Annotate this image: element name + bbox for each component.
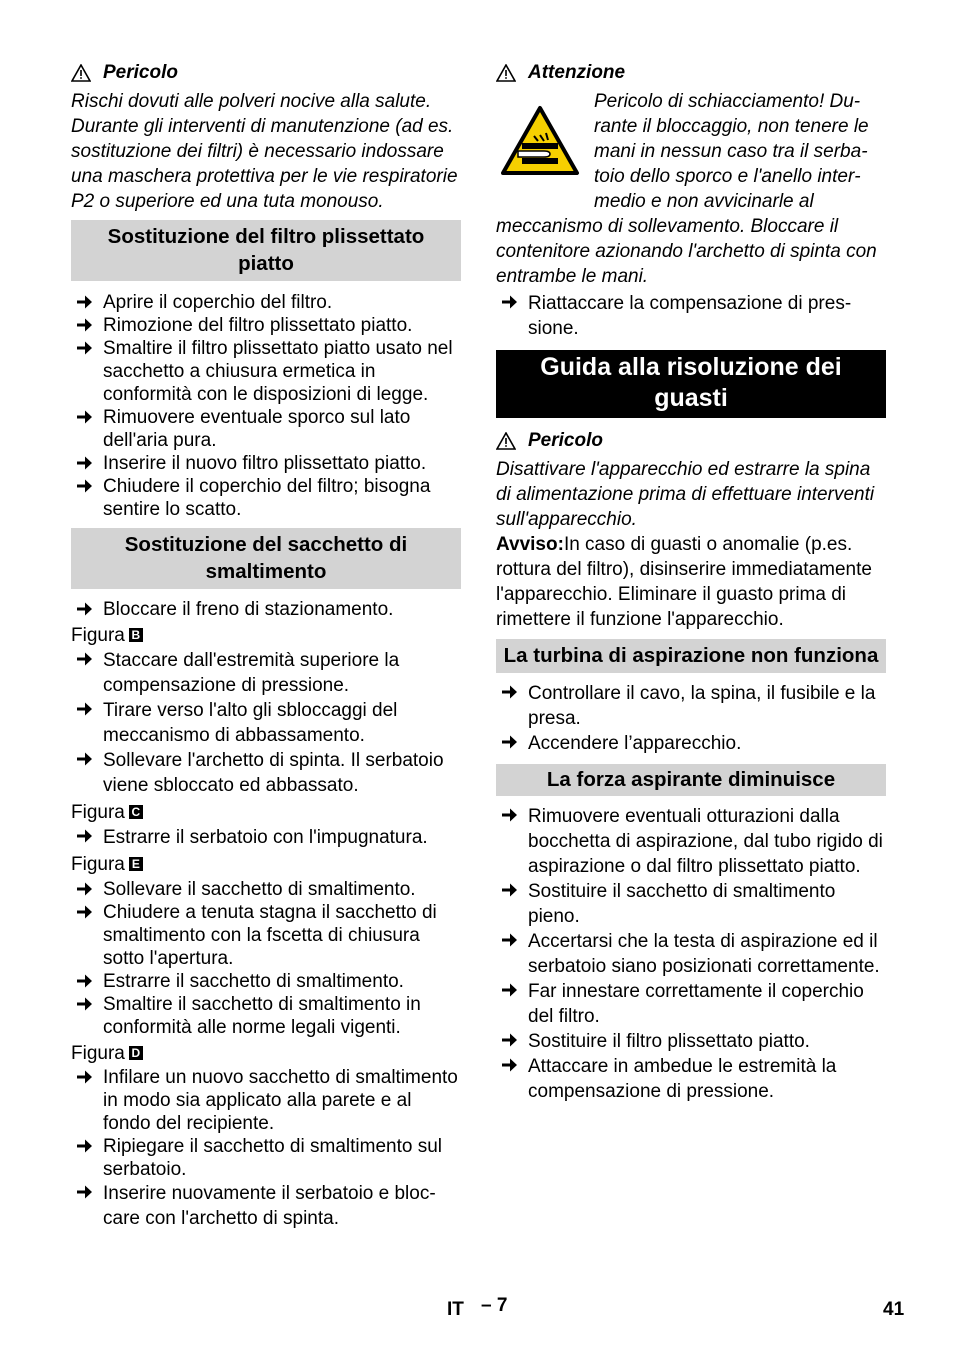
list-item: Rimozione del filtro plissettato piatto. — [71, 314, 461, 337]
hand-crush-warning-icon — [500, 105, 580, 177]
arrow-right-icon — [75, 315, 93, 335]
bag-steps-e — [71, 878, 461, 1039]
figure-letter: D — [129, 1046, 143, 1060]
footer-page-number: 41 — [883, 1299, 905, 1320]
arrow-right-icon — [75, 1067, 93, 1087]
list-item: Chiudere il coperchio del filtro; bisogna sentire lo scatto. — [71, 475, 461, 521]
section-title-bag: Sostituzione del sacchetto di smaltimento — [71, 528, 461, 589]
list-item: Sollevare il sacchetto di smaltimento. — [71, 878, 461, 901]
section-title-turbine: La turbina di aspirazione non funziona — [496, 639, 886, 673]
list-item: Riattaccare la compensazione di pressione. — [496, 291, 886, 341]
crush-warning-pictogram — [496, 89, 588, 199]
arrow-right-icon — [75, 599, 93, 619]
list-item: Bloccare il freno di stazionamento. — [71, 598, 461, 621]
arrow-right-icon — [75, 338, 93, 358]
list-item: Estrarre il sacchetto di smaltimento. — [71, 970, 461, 993]
bag-steps-b — [71, 648, 461, 798]
list-item: Far innestare correttamente il coperchio del filtro. — [496, 979, 886, 1029]
list-item: Infilare un nuovo sacchetto di smaltimento in modo sia applicato alla parete e al fondo del recipiente. — [71, 1066, 461, 1135]
caution-steps — [496, 291, 886, 341]
list-item: Smaltire il sacchetto di smaltimento in conformità alle norme legali vigenti. — [71, 993, 461, 1039]
figure-letter: C — [129, 805, 143, 819]
list-item: Attaccare in ambedue le estremità la compensazione di pressione. — [496, 1054, 886, 1104]
left-column — [71, 58, 461, 1231]
arrow-right-icon — [75, 1182, 93, 1202]
main-section-title: Guida alla risoluzione dei guasti — [496, 350, 886, 418]
warning-text: Rischi dovuti alle polveri nocive alla salute. Durante gli interventi di manutenzione (ad es. sostituzione dei filtri) è necessario indossare una maschera protettiva per le vie respiratorie P2 o superiore ed una tuta monouso. — [71, 91, 458, 212]
arrow-right-icon — [75, 453, 93, 473]
arrow-right-icon — [75, 971, 93, 991]
arrow-right-icon — [75, 1136, 93, 1156]
arrow-right-icon — [75, 649, 93, 669]
list-item: Staccare dall'estremità superiore la compensazione di pressione. — [71, 648, 461, 698]
list-item: Aprire il coperchio del filtro. — [71, 291, 461, 314]
notice-label: Avviso: — [496, 534, 564, 555]
notice-paragraph — [496, 532, 886, 632]
section-title-suction: La forza aspirante diminuisce — [496, 764, 886, 796]
danger-heading — [496, 428, 886, 454]
arrow-right-icon — [500, 732, 518, 752]
list-item: Estrarre il serbatoio con l'impugnatura. — [71, 825, 461, 850]
figure-ref-b: Figura B — [71, 623, 461, 648]
arrow-right-icon — [500, 1030, 518, 1050]
list-item: Accendere l’apparecchio. — [496, 731, 886, 756]
list-item: Sollevare l'archetto di spinta. Il serbatoio viene sbloccato ed abbassato. — [71, 748, 461, 798]
footer-language: IT — [447, 1299, 464, 1320]
warning-triangle-icon — [496, 432, 516, 450]
arrow-right-icon — [75, 292, 93, 312]
arrow-right-icon — [500, 980, 518, 1000]
arrow-right-icon — [500, 292, 518, 312]
bag-step-brake — [71, 598, 461, 621]
arrow-right-icon — [75, 902, 93, 922]
arrow-right-icon — [500, 682, 518, 702]
turbine-steps — [496, 681, 886, 756]
arrow-right-icon — [75, 879, 93, 899]
figure-letter: E — [129, 857, 143, 871]
bag-steps-d1 — [71, 1066, 461, 1181]
list-item: Sostituire il sacchetto di smaltimento pieno. — [496, 879, 886, 929]
list-item: Tirare verso l'alto gli sbloccaggi del meccanismo di abbassamento. — [71, 698, 461, 748]
list-item: Sostituire il filtro plissettato piatto. — [496, 1029, 886, 1054]
list-item: Smaltire il filtro plissettato piatto usato nel sacchetto a chiusura ermetica in conformità con le disposizioni di legge. — [71, 337, 461, 406]
arrow-right-icon — [75, 476, 93, 496]
warning-heading — [71, 60, 461, 86]
caution-title: Attenzione — [528, 62, 626, 83]
figure-ref-d: Figura D — [71, 1041, 461, 1066]
list-item: Rimuovere eventuali otturazioni dalla bocchetta di aspirazione, dal tubo rigido di aspirazione o dal filtro plissettato piatto. — [496, 804, 886, 879]
arrow-right-icon — [500, 1055, 518, 1075]
footer-local-page: – 7 — [481, 1295, 508, 1316]
bag-steps-c — [71, 825, 461, 850]
arrow-right-icon — [75, 994, 93, 1014]
right-column — [496, 58, 886, 1104]
figure-ref-e: Figura E — [71, 852, 461, 877]
danger-title: Pericolo — [528, 430, 603, 451]
arrow-right-icon — [75, 699, 93, 719]
list-item: Accertarsi che la testa di aspirazione ed il serbatoio siano posizionati correttamente. — [496, 929, 886, 979]
list-item: Inserire il nuovo filtro plissettato piatto. — [71, 452, 461, 475]
figure-ref-c: Figura C — [71, 800, 461, 825]
arrow-right-icon — [75, 826, 93, 846]
list-item: Inserire nuovamente il serbatoio e bloccare con l'archetto di spinta. — [71, 1181, 461, 1231]
bag-steps-d2 — [71, 1181, 461, 1231]
arrow-right-icon — [500, 880, 518, 900]
caution-text: Pericolo di schiacciamento! Durante il bloccaggio, non tenere le mani in nessun caso tra il serbatoio dello sporco e l'anello intermedio e non avvicinarle al meccanismo di sollevamento. Bloccare il contenitore azionando l'archetto di spinta con entrambe le mani. — [496, 91, 877, 287]
arrow-right-icon — [500, 930, 518, 950]
arrow-right-icon — [75, 749, 93, 769]
arrow-right-icon — [500, 805, 518, 825]
warning-title: Pericolo — [103, 62, 178, 83]
figure-letter: B — [129, 628, 143, 642]
list-item: Ripiegare il sacchetto di smaltimento sul serbatoio. — [71, 1135, 461, 1181]
list-item: Controllare il cavo, la spina, il fusibile e la presa. — [496, 681, 886, 731]
warning-triangle-icon — [71, 64, 91, 82]
filter-steps — [71, 291, 461, 521]
caution-block — [496, 89, 886, 289]
arrow-right-icon — [75, 407, 93, 427]
section-title-filter: Sostituzione del filtro plissettato piatto — [71, 220, 461, 281]
notice-text: In caso di guasti o anomalie (p.es. rottura del filtro), disinserire immediatamente l'apparecchio. Eliminare il guasto prima di rimettere il funzione l'apparecchio. — [496, 534, 872, 630]
suction-steps — [496, 804, 886, 1104]
list-item: Chiudere a tenuta stagna il sacchetto di smaltimento con la fscetta di chiusura sotto l'apertura. — [71, 901, 461, 970]
list-item: Rimuovere eventuale sporco sul lato dell'aria pura. — [71, 406, 461, 452]
danger-text: Disattivare l'apparecchio ed estrarre la spina di alimentazione prima di effettuare interventi sull'apparecchio. — [496, 459, 875, 530]
warning-triangle-icon — [496, 64, 516, 82]
caution-heading — [496, 60, 886, 86]
